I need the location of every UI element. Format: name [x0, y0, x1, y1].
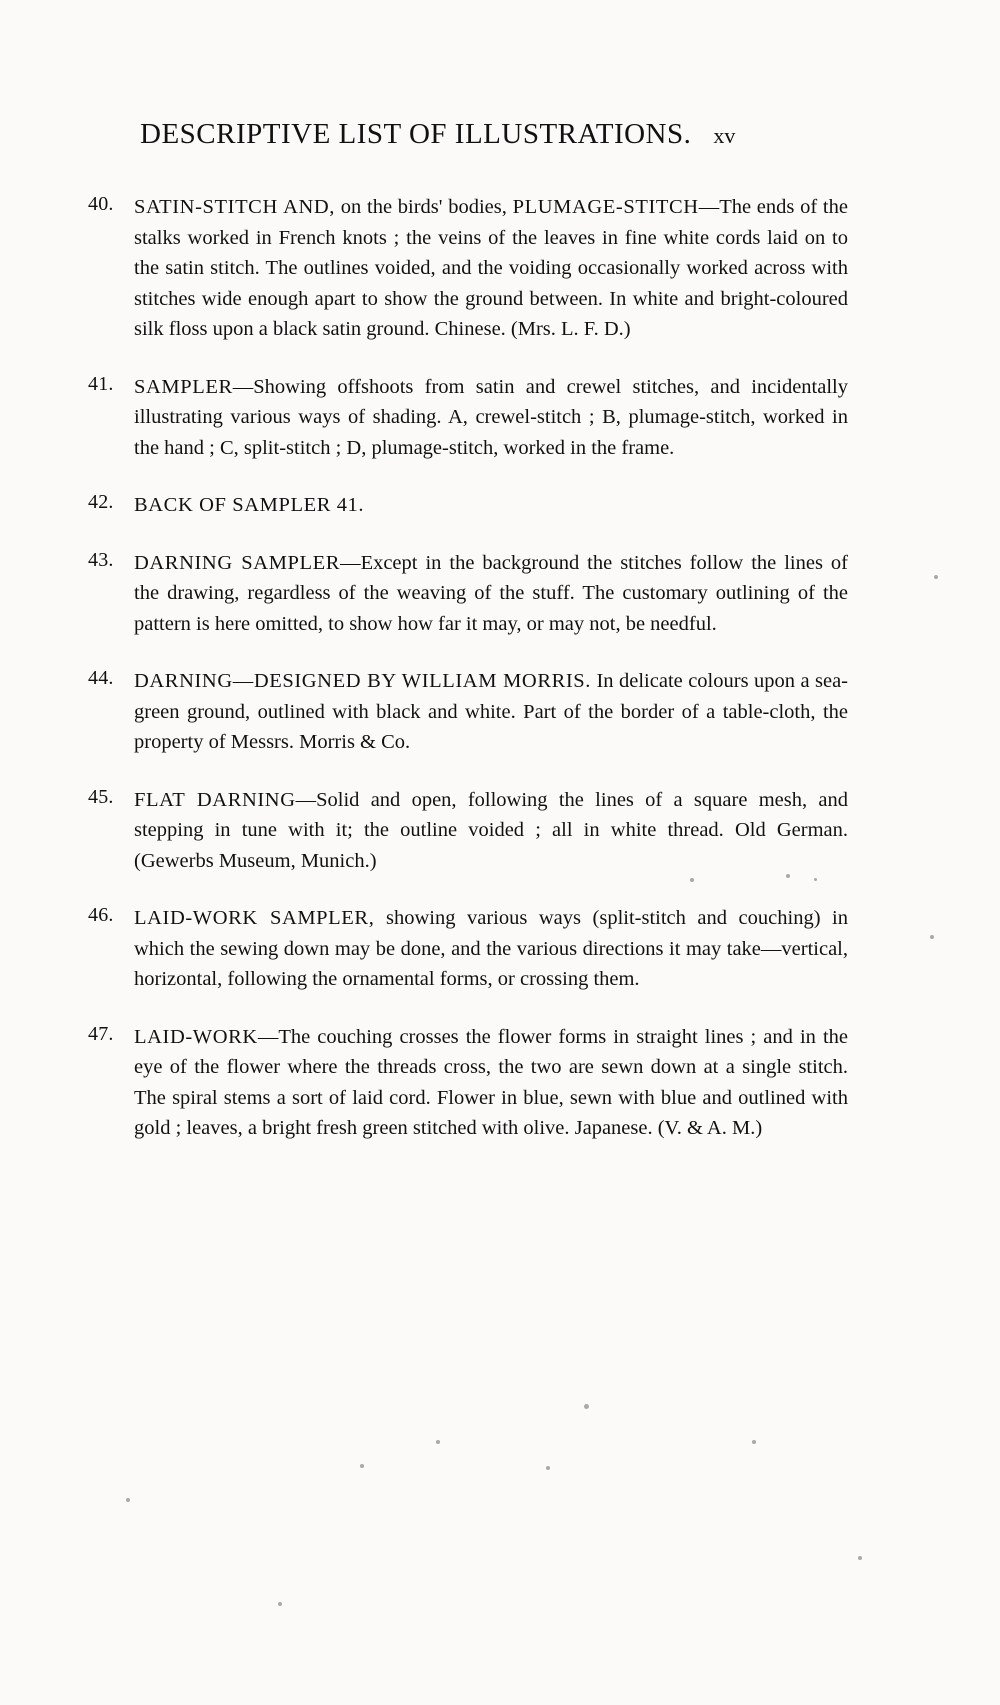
entry-text — [134, 903, 848, 995]
list-item — [88, 548, 848, 640]
entry-caption-term: DARNING—DESIGNED BY WILLIAM MORRIS. — [134, 670, 592, 692]
entry-caption-term: BACK OF SAMPLER 41. — [134, 494, 365, 516]
print-speck — [126, 1498, 130, 1502]
illustration-list — [88, 192, 848, 1171]
print-speck — [546, 1466, 550, 1470]
list-item — [88, 1022, 848, 1144]
entry-text — [134, 666, 848, 758]
entry-text — [134, 490, 848, 521]
entry-number: 47. — [88, 1022, 114, 1045]
entry-description: In delicate colours upon a sea-green ground, outlined with black and white. Part of the border of a table-cloth, the property of Messrs. Morris & Co. — [134, 670, 848, 753]
page-header — [140, 118, 860, 151]
entry-caption-term: PLUMAGE-STITCH — [512, 196, 699, 218]
entry-number: 46. — [88, 904, 114, 926]
entry-number: 43. — [88, 548, 114, 571]
list-item — [88, 192, 848, 345]
list-item — [88, 666, 848, 758]
entry-description: —The ends of the stalks worked in French knots ; the veins of the leaves in fine white cords laid on to the satin stitch. The outlines voided, and the voiding occasionally worked across with stitches wide enough apart to show the ground between. In white and bright-coloured silk floss upon a black satin ground. Chinese. (Mrs. L. F. D.) — [134, 196, 848, 340]
list-item — [88, 372, 848, 464]
entry-number: 40. — [88, 193, 114, 215]
entry-caption-term: DARNING SAMPLER — [134, 551, 341, 574]
print-speck — [934, 575, 938, 579]
entry-text — [134, 1022, 848, 1144]
print-speck — [436, 1440, 440, 1444]
entry-description: —Solid and open, following the lines of a square mesh, and stepping in tune with it; the outline voided ; all in white thread. Old German. (Gewerbs Museum, Munich.) — [134, 788, 848, 872]
entry-number: 44. — [88, 667, 114, 689]
entry-description: on the birds' bodies, — [335, 196, 513, 218]
page-title: DESCRIPTIVE LIST OF ILLUSTRATIONS. — [140, 118, 692, 150]
entry-caption-term: SATIN-STITCH AND, — [134, 196, 336, 218]
print-speck — [858, 1556, 862, 1560]
entry-description: —Showing offshoots from satin and crewel stitches, and incidentally illustrating various ways of shading. A, crewel-stitch ; B, plumage-stitch, worked in the hand ; C, split-stitch ; D, plumage-stitch, worked in the frame. — [134, 375, 848, 459]
list-item — [88, 785, 848, 877]
print-speck — [690, 878, 694, 882]
entry-caption-term: LAID-WORK — [134, 1025, 258, 1048]
print-speck — [814, 878, 817, 881]
print-speck — [786, 874, 790, 878]
print-speck — [278, 1602, 282, 1606]
entry-number: 45. — [88, 785, 114, 808]
entry-number: 41. — [88, 372, 114, 395]
print-speck — [752, 1440, 756, 1444]
entry-description: showing various ways (split-stitch and couching) in which the sewing down may be done, and the various directions it may take—vertical, horizontal, following the ornamental forms, or crossing them. — [134, 907, 848, 990]
list-item — [88, 903, 848, 995]
print-speck — [930, 935, 934, 939]
entry-text — [134, 192, 848, 345]
print-speck — [584, 1404, 589, 1409]
list-item — [88, 490, 848, 521]
entry-description: —The couching crosses the flower forms in straight lines ; and in the eye of the flower where the threads cross, the two are sewn down at a single stitch. The spiral stems a sort of laid cord. Flower in blue, sewn with blue and outlined with gold ; leaves, a bright fresh green stitched with olive. Japanese. (V. & A. M.) — [134, 1025, 848, 1139]
entry-description: —Except in the background the stitches follow the lines of the drawing, regardless of the weaving of the stuff. The customary outlining of the pattern is here omitted, to show how far it may, or may not, be needful. — [134, 551, 848, 635]
entry-caption-term: SAMPLER — [134, 375, 233, 398]
entry-text — [134, 548, 848, 640]
print-speck — [360, 1464, 364, 1468]
entry-number: 42. — [88, 491, 114, 513]
entry-text — [134, 785, 848, 877]
entry-caption-term: FLAT DARNING — [134, 788, 296, 811]
page-number: xv — [713, 123, 736, 148]
entry-caption-term: LAID-WORK SAMPLER, — [134, 907, 375, 929]
entry-text — [134, 372, 848, 464]
